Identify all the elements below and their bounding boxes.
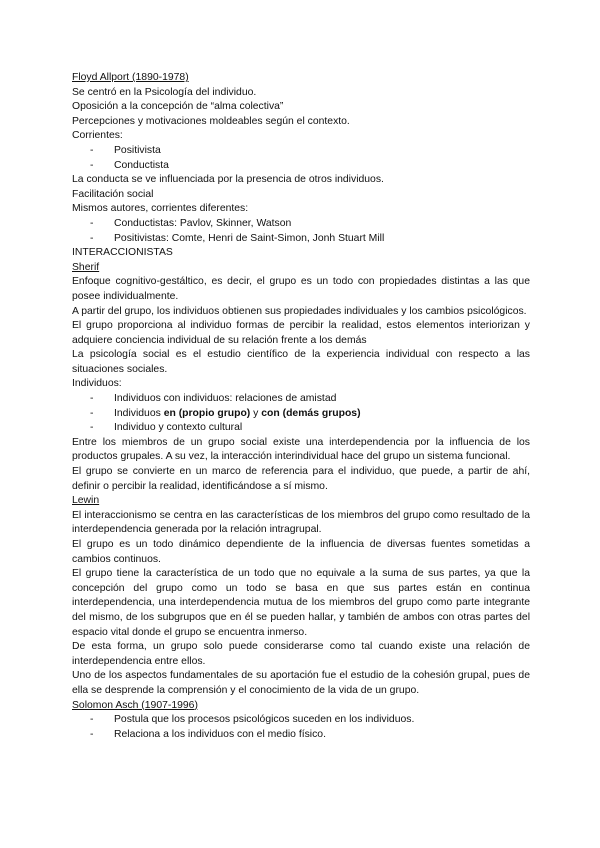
paragraph: El grupo es un todo dinámico dependiente de la influencia de diversas fuentes sometidas a cambios continuos. xyxy=(72,539,530,565)
bullet-dash: - xyxy=(90,728,94,740)
list-item-text: Positivista xyxy=(114,144,161,156)
heading-allport: Floyd Allport (1890-1978) xyxy=(72,72,189,83)
list-item-text: Individuos con individuos: relaciones de amistad xyxy=(114,393,337,405)
list-item xyxy=(72,407,530,422)
paragraph: Percepciones y motivaciones moldeables según el contexto. xyxy=(72,115,350,127)
list-item xyxy=(72,421,530,436)
list-item-text: Individuo y contexto cultural xyxy=(114,422,243,434)
text-run: Individuos xyxy=(114,407,164,419)
paragraph: Uno de los aspectos fundamentales de su aportación fue el estudio de la cohesión grupal, pues de ella se desprende la comprensión y el conocimiento de la vida de un grupo. xyxy=(72,670,530,696)
text-run: y xyxy=(250,407,262,419)
list-item-text: Postula que los procesos psicológicos suceden en los individuos. xyxy=(114,714,415,726)
paragraph: El interaccionismo se centra en las características de los miembros del grupo como resultado de la interdependencia generada por la relación intragrupal. xyxy=(72,509,530,536)
paragraph: Mismos autores, corrientes diferentes: xyxy=(72,203,249,215)
paragraph: Se centró en la Psicología del individuo. xyxy=(72,86,257,98)
paragraph: El grupo proporciona al individuo formas de percibir la realidad, estos elementos interiorizan y adquiere conciencia individual de su relación frente a los demás xyxy=(72,320,530,346)
list-item-text: Conductistas: Pavlov, Skinner, Watson xyxy=(114,217,292,229)
list-item-text: Relaciona a los individuos con el medio físico. xyxy=(114,728,326,740)
list-item xyxy=(72,159,530,174)
bold-text: con (demás grupos) xyxy=(261,407,361,419)
list-item xyxy=(72,728,530,743)
list-item xyxy=(72,713,530,728)
bullet-dash: - xyxy=(90,422,94,434)
paragraph: Oposición a la concepción de “alma colectiva” xyxy=(72,101,284,113)
paragraph: A partir del grupo, los individuos obtienen sus propiedades individuales y los cambios psicológicos. xyxy=(72,305,527,317)
bullet-dash: - xyxy=(90,144,94,156)
bullet-dash: - xyxy=(90,714,94,726)
heading-asch: Solomon Asch (1907-1996) xyxy=(72,699,198,711)
paragraph: Individuos: xyxy=(72,378,122,390)
paragraph: La psicología social es el estudio científico de la experiencia individual con respecto a las situaciones sociales. xyxy=(72,349,530,375)
heading-sherif: Sherif xyxy=(72,261,100,273)
heading-lewin: Lewin xyxy=(72,495,100,507)
list-item xyxy=(72,217,530,232)
paragraph: El grupo se convierte en un marco de referencia para el individuo, que puede, a partir de ahí, definir o percibir la realidad, identificándose a sí mismo. xyxy=(72,466,530,492)
bullet-dash: - xyxy=(90,407,94,419)
bullet-dash: - xyxy=(90,232,94,244)
list-item xyxy=(72,392,530,407)
section-title: INTERACCIONISTAS xyxy=(72,247,173,259)
bullet-dash: - xyxy=(90,159,94,171)
list-item xyxy=(72,232,530,247)
paragraph: El grupo tiene la característica de un todo que no equivale a la suma de sus partes, ya que la concepción del grupo como un todo se basa en que sus partes están en continua interdependencia, una interdependencia mutua de los miembros del grupo como parte integrante del mismo, de los subgrupos que en él se pueden hallar, y también de ambos con otras partes del espacio vital donde el grupo se encuentra inmerso. xyxy=(72,568,530,638)
list-item-text xyxy=(114,407,361,422)
document-page xyxy=(72,71,530,742)
list-item xyxy=(72,144,530,159)
list-item-text: Positivistas: Comte, Henri de Saint-Simon, Jonh Stuart Mill xyxy=(114,232,385,244)
paragraph: Entre los miembros de un grupo social existe una interdependencia por la influencia de los productos grupales. A su vez, la interacción interindividual hace del grupo un sistema funcional. xyxy=(72,436,530,463)
bullet-dash: - xyxy=(90,217,94,229)
paragraph: Facilitación social xyxy=(72,188,154,200)
paragraph: Corrientes: xyxy=(72,130,123,142)
paragraph: De esta forma, un grupo solo puede considerarse como tal cuando existe una relación de interdependencia entre ellos. xyxy=(72,641,530,667)
bold-text: en (propio grupo) xyxy=(163,407,251,419)
list-item-text: Conductista xyxy=(114,159,169,171)
bullet-dash: - xyxy=(90,393,94,405)
paragraph: La conducta se ve influenciada por la presencia de otros individuos. xyxy=(72,174,384,186)
paragraph: Enfoque cognitivo-gestáltico, es decir, el grupo es un todo con propiedades distintas a las que posee individualmente. xyxy=(72,276,530,302)
